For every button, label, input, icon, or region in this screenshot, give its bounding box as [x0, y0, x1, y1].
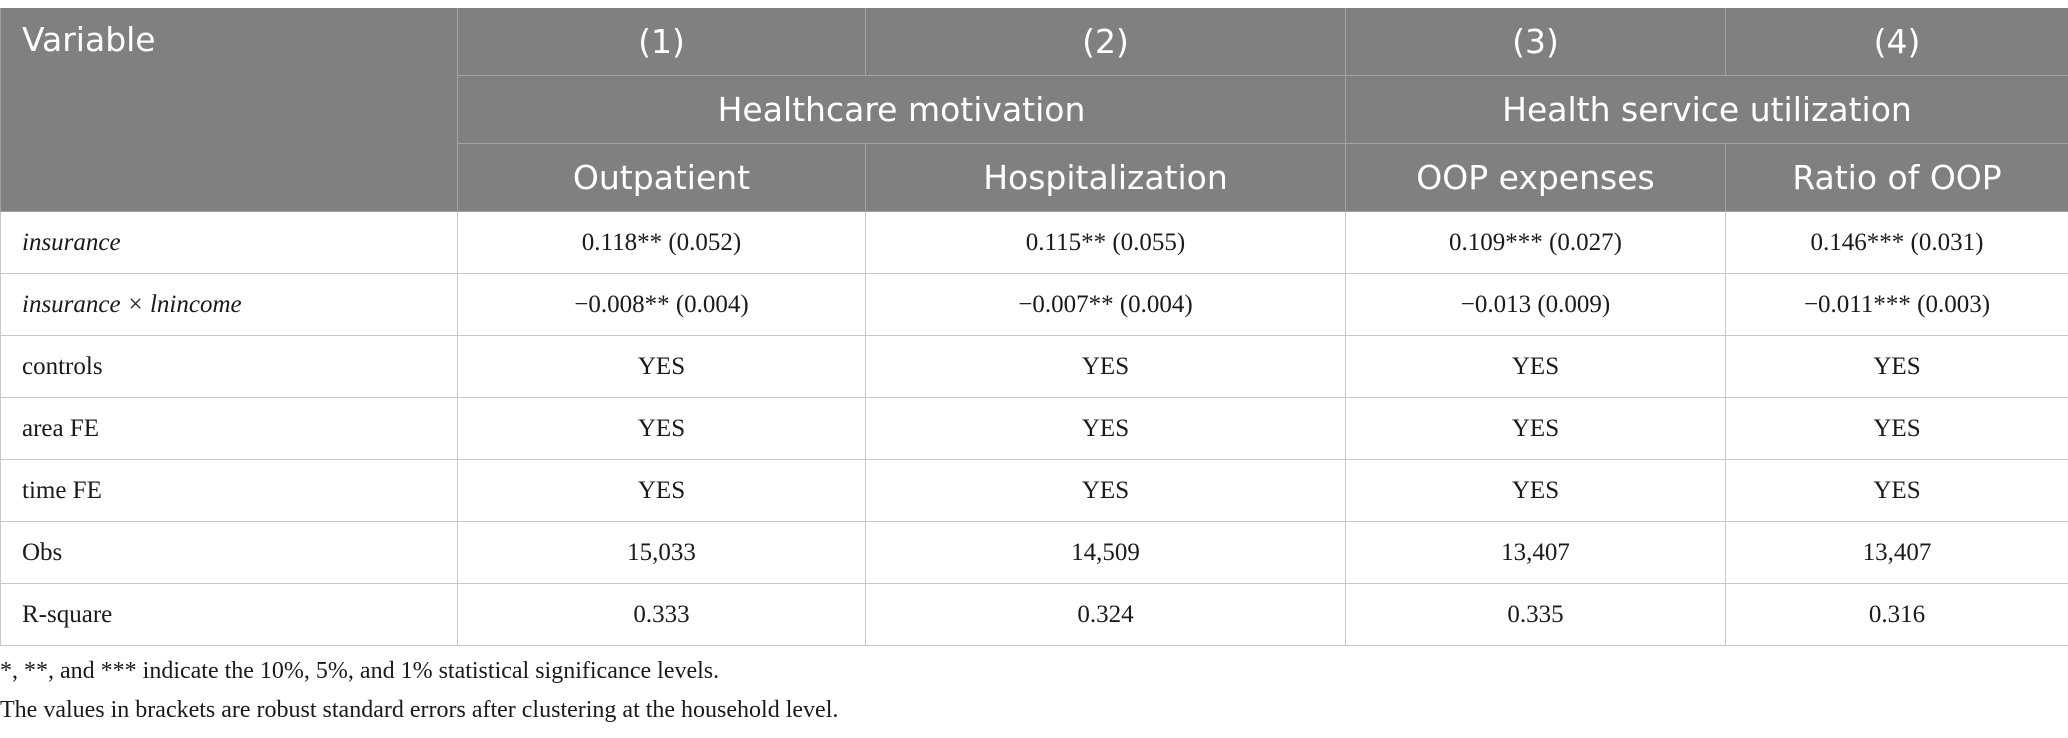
table-cell: YES [458, 460, 866, 522]
table-cell: 0.333 [458, 584, 866, 646]
column-number-4: (4) [1726, 8, 2068, 76]
regression-table-container [0, 8, 2068, 646]
table-cell: YES [1726, 398, 2068, 460]
table-cell: YES [1726, 460, 2068, 522]
header-row-column-numbers [1, 8, 2068, 76]
table-cell: 0.324 [866, 584, 1346, 646]
table-row [1, 584, 2068, 646]
table-row [1, 398, 2068, 460]
column-number-3: (3) [1346, 8, 1726, 76]
table-cell: −0.007** (0.004) [866, 274, 1346, 336]
table-cell: YES [458, 398, 866, 460]
row-label: insurance × lnincome [1, 274, 458, 336]
table-cell: 0.335 [1346, 584, 1726, 646]
subheader-ratio-of-oop: Ratio of OOP [1726, 144, 2068, 212]
table-cell: YES [866, 460, 1346, 522]
table-cell: YES [1346, 460, 1726, 522]
table-cell: YES [458, 336, 866, 398]
group-header-healthcare-motivation: Healthcare motivation [458, 76, 1346, 144]
table-cell: YES [866, 398, 1346, 460]
variable-header: Variable [1, 8, 458, 212]
subheader-oop-expenses: OOP expenses [1346, 144, 1726, 212]
table-cell: 13,407 [1346, 522, 1726, 584]
table-row [1, 212, 2068, 274]
table-row [1, 460, 2068, 522]
table-cell: YES [1346, 336, 1726, 398]
table-cell: YES [866, 336, 1346, 398]
table-row [1, 274, 2068, 336]
group-header-health-service-utilization: Health service utilization [1346, 76, 2068, 144]
standard-error-note: The values in brackets are robust standard errors after clustering at the household level. [0, 697, 839, 723]
table-cell: YES [1726, 336, 2068, 398]
table-cell: −0.008** (0.004) [458, 274, 866, 336]
regression-table [0, 8, 2068, 646]
subheader-hospitalization: Hospitalization [866, 144, 1346, 212]
column-number-2: (2) [866, 8, 1346, 76]
table-cell: 0.316 [1726, 584, 2068, 646]
table-cell: 0.109*** (0.027) [1346, 212, 1726, 274]
significance-note: *, **, and *** indicate the 10%, 5%, and 1% statistical significance levels. [0, 658, 720, 684]
table-cell: YES [1346, 398, 1726, 460]
table-cell: 14,509 [866, 522, 1346, 584]
row-label: insurance [1, 212, 458, 274]
row-label: time FE [1, 460, 458, 522]
table-row [1, 336, 2068, 398]
column-number-1: (1) [458, 8, 866, 76]
table-cell: 0.118** (0.052) [458, 212, 866, 274]
table-cell: 13,407 [1726, 522, 2068, 584]
row-label: Obs [1, 522, 458, 584]
table-cell: 0.115** (0.055) [866, 212, 1346, 274]
table-header [1, 8, 2068, 212]
row-label: area FE [1, 398, 458, 460]
table-row [1, 522, 2068, 584]
table-cell: −0.013 (0.009) [1346, 274, 1726, 336]
table-cell: 0.146*** (0.031) [1726, 212, 2068, 274]
table-cell: −0.011*** (0.003) [1726, 274, 2068, 336]
table-cell: 15,033 [458, 522, 866, 584]
table-body [1, 212, 2068, 646]
row-label: controls [1, 336, 458, 398]
subheader-outpatient: Outpatient [458, 144, 866, 212]
row-label: R-square [1, 584, 458, 646]
